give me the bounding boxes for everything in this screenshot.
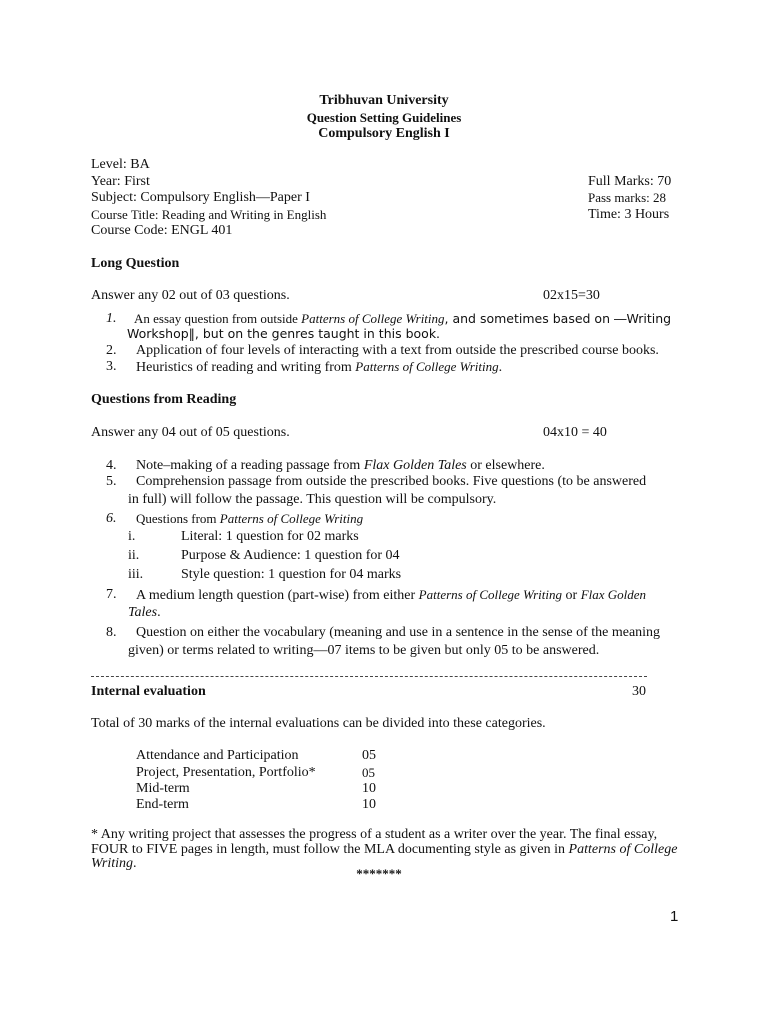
list-item: An essay question from outside Patterns of College Writing, and sometimes based on ―Writing xyxy=(134,311,672,326)
course-heading: Compulsory English I xyxy=(318,126,450,141)
sub-list-item: Style question: 1 question for 04 marks xyxy=(181,567,402,582)
list-number: 2. xyxy=(106,343,117,358)
sub-list-number: i. xyxy=(128,529,136,544)
table-row-value: 05 xyxy=(362,748,376,763)
sub-list-item: Purpose & Audience: 1 question for 04 xyxy=(181,548,400,563)
table-row-label: Project, Presentation, Portfolio* xyxy=(136,765,316,780)
end-stars: ******* xyxy=(356,866,402,881)
table-row-value: 10 xyxy=(362,797,376,812)
list-item: Application of four levels of interacting with a text from outside the prescribed course books. xyxy=(136,343,659,358)
guidelines-title: Question Setting Guidelines xyxy=(306,110,462,125)
table-row-label: Attendance and Participation xyxy=(136,748,299,763)
full-marks-text: Full Marks: 70 xyxy=(588,174,672,189)
list-item-continued: Tales. xyxy=(128,605,161,620)
reading-heading: Questions from Reading xyxy=(91,392,237,407)
long-question-marks: 02x15=30 xyxy=(543,288,600,303)
list-item-continued: Workshop‖, but on the genres taught in this book. xyxy=(127,326,441,341)
list-item: Comprehension passage from outside the prescribed books. Five questions (to be answered xyxy=(136,474,647,489)
sub-list-number: iii. xyxy=(128,567,144,582)
reading-marks: 04x10 = 40 xyxy=(543,425,607,440)
list-number: 7. xyxy=(106,587,117,602)
list-item: Note–making of a reading passage from Flax Golden Tales or elsewhere. xyxy=(136,458,545,473)
footnote-line: FOUR to FIVE pages in length, must follow the MLA documenting style as given in Patterns of College xyxy=(91,842,678,857)
sub-list-item: Literal: 1 question for 02 marks xyxy=(181,529,359,544)
list-number: 1. xyxy=(106,311,117,326)
footnote-line: * Any writing project that assesses the progress of a student as a writer over the year. The final essay, xyxy=(91,827,658,842)
list-number: 4. xyxy=(106,458,117,473)
list-number: 3. xyxy=(106,359,117,374)
table-row-label: Mid-term xyxy=(136,781,190,796)
internal-marks: 30 xyxy=(632,684,646,699)
list-item: A medium length question (part-wise) from either Patterns of College Writing or Flax Golden xyxy=(136,587,647,603)
list-item-continued: in full) will follow the passage. This question will be compulsory. xyxy=(128,492,497,507)
list-number: 6. xyxy=(106,511,117,526)
long-question-heading: Long Question xyxy=(91,256,180,271)
internal-heading: Internal evaluation xyxy=(91,684,206,699)
table-row-value: 10 xyxy=(362,781,376,796)
dashed-divider xyxy=(91,676,647,677)
list-item: Questions from Patterns of College Writing xyxy=(136,511,364,526)
list-number: 5. xyxy=(106,474,117,489)
time-text: Time: 3 Hours xyxy=(588,207,670,222)
year-text: Year: First xyxy=(91,174,150,189)
level-text: Level: BA xyxy=(91,157,150,172)
internal-intro: Total of 30 marks of the internal evaluations can be divided into these categories. xyxy=(91,716,546,731)
subject-text: Subject: Compulsory English—Paper I xyxy=(91,190,310,205)
long-question-instruction: Answer any 02 out of 03 questions. xyxy=(91,288,290,303)
sub-list-number: ii. xyxy=(128,548,140,563)
pass-marks-text: Pass marks: 28 xyxy=(588,190,666,205)
list-item: Question on either the vocabulary (meaning and use in a sentence in the sense of the meaning xyxy=(136,625,661,640)
university-title: Tribhuvan University xyxy=(319,93,449,108)
course-code-text: Course Code: ENGL 401 xyxy=(91,223,233,238)
footnote-line: Writing. xyxy=(91,856,137,871)
list-number: 8. xyxy=(106,625,117,640)
reading-instruction: Answer any 04 out of 05 questions. xyxy=(91,425,290,440)
list-item: Heuristics of reading and writing from Patterns of College Writing. xyxy=(136,359,503,375)
list-item-continued: given) or terms related to writing—07 items to be given but only 05 to be answered. xyxy=(128,643,600,658)
course-title-text: Course Title: Reading and Writing in English xyxy=(91,207,327,222)
table-row-value: 05 xyxy=(362,765,375,780)
table-row-label: End-term xyxy=(136,797,189,812)
page-number: 1 xyxy=(670,908,679,925)
